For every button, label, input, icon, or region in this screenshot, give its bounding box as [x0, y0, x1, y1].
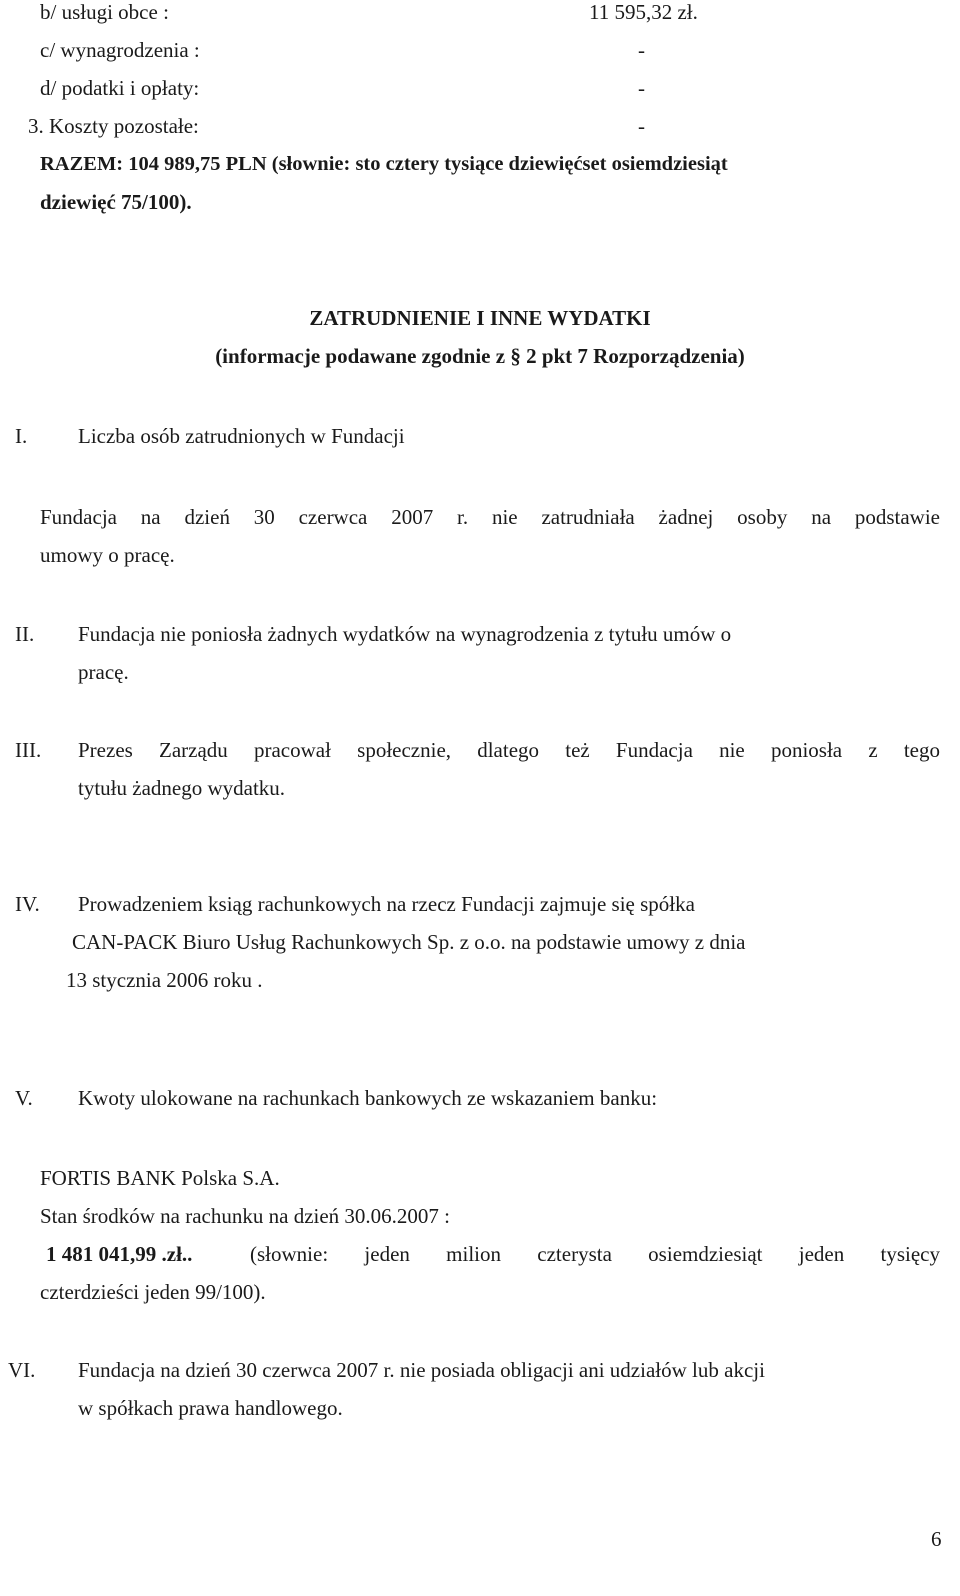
- item-2-line-2: pracę.: [78, 660, 129, 684]
- bank-name: FORTIS BANK Polska S.A.: [40, 1166, 280, 1190]
- item-6-numeral: VI.: [8, 1358, 36, 1382]
- item-6-line-1: Fundacja na dzień 30 czerwca 2007 r. nie posiada obligacji ani udziałów lub akcji: [78, 1358, 765, 1382]
- page-number: 6: [931, 1527, 942, 1551]
- balance-amount-words: [250, 1242, 940, 1267]
- balance-amount: 1 481 041,99 .zł..: [46, 1242, 193, 1266]
- item-2-line-1: Fundacja nie poniosła żadnych wydatków na wynagrodzenia z tytułu umów o: [78, 622, 732, 646]
- item-2-numeral: II.: [15, 622, 35, 646]
- cost-c-value: -: [638, 38, 645, 62]
- item-4-line-1: Prowadzeniem ksiąg rachunkowych na rzecz Fundacji zajmuje się spółka: [78, 892, 695, 916]
- balance-amount-words-2: czterdzieści jeden 99/100).: [40, 1280, 266, 1304]
- item-3-line-1: [78, 738, 940, 763]
- item-4-numeral: IV.: [15, 892, 40, 916]
- cost-c-label: c/ wynagrodzenia :: [40, 38, 200, 62]
- balance-amount-words-text: (słownie: jeden milion czterysta osiemdziesiąt jeden tysięcy: [250, 1242, 940, 1266]
- cost-b-value: 11 595,32 zł.: [589, 0, 698, 24]
- item-4-line-3: 13 stycznia 2006 roku .: [66, 968, 263, 992]
- total-line-2: dziewięć 75/100).: [40, 190, 192, 214]
- item-3-line-1-text: Prezes Zarządu pracował społecznie, dlatego też Fundacja nie poniosła z tego: [78, 738, 940, 762]
- item-1-body-text: Fundacja na dzień 30 czerwca 2007 r. nie zatrudniała żadnej osoby na podstawie: [40, 505, 940, 529]
- item-6-line-2: w spółkach prawa handlowego.: [78, 1396, 343, 1420]
- cost-d-value: -: [638, 76, 645, 100]
- section-subtitle: (informacje podawane zgodnie z § 2 pkt 7 Rozporządzenia): [215, 344, 745, 368]
- balance-label: Stan środków na rachunku na dzień 30.06.2007 :: [40, 1204, 451, 1228]
- total-line-1: RAZEM: 104 989,75 PLN (słownie: sto cztery tysiące dziewięćset osiemdziesiąt: [40, 153, 728, 175]
- item-1-heading: Liczba osób zatrudnionych w Fundacji: [78, 424, 405, 448]
- item-1-body-line-2: umowy o pracę.: [40, 543, 175, 567]
- item-5-numeral: V.: [15, 1086, 33, 1110]
- cost-d-label: d/ podatki i opłaty:: [40, 76, 200, 100]
- item-3-line-2: tytułu żadnego wydatku.: [78, 776, 286, 800]
- cost-other-label: 3. Koszty pozostałe:: [28, 114, 199, 138]
- item-5-heading: Kwoty ulokowane na rachunkach bankowych ze wskazaniem banku:: [78, 1086, 658, 1110]
- item-4-line-2: CAN-PACK Biuro Usług Rachunkowych Sp. z o.o. na podstawie umowy z dnia: [72, 930, 746, 954]
- cost-b-label: b/ usługi obce :: [40, 0, 169, 24]
- item-1-body-line-1: [40, 505, 940, 530]
- item-1-numeral: I.: [15, 424, 28, 448]
- item-3-numeral: III.: [15, 738, 42, 762]
- section-title: ZATRUDNIENIE I INNE WYDATKI: [309, 306, 651, 330]
- cost-other-value: -: [638, 114, 645, 138]
